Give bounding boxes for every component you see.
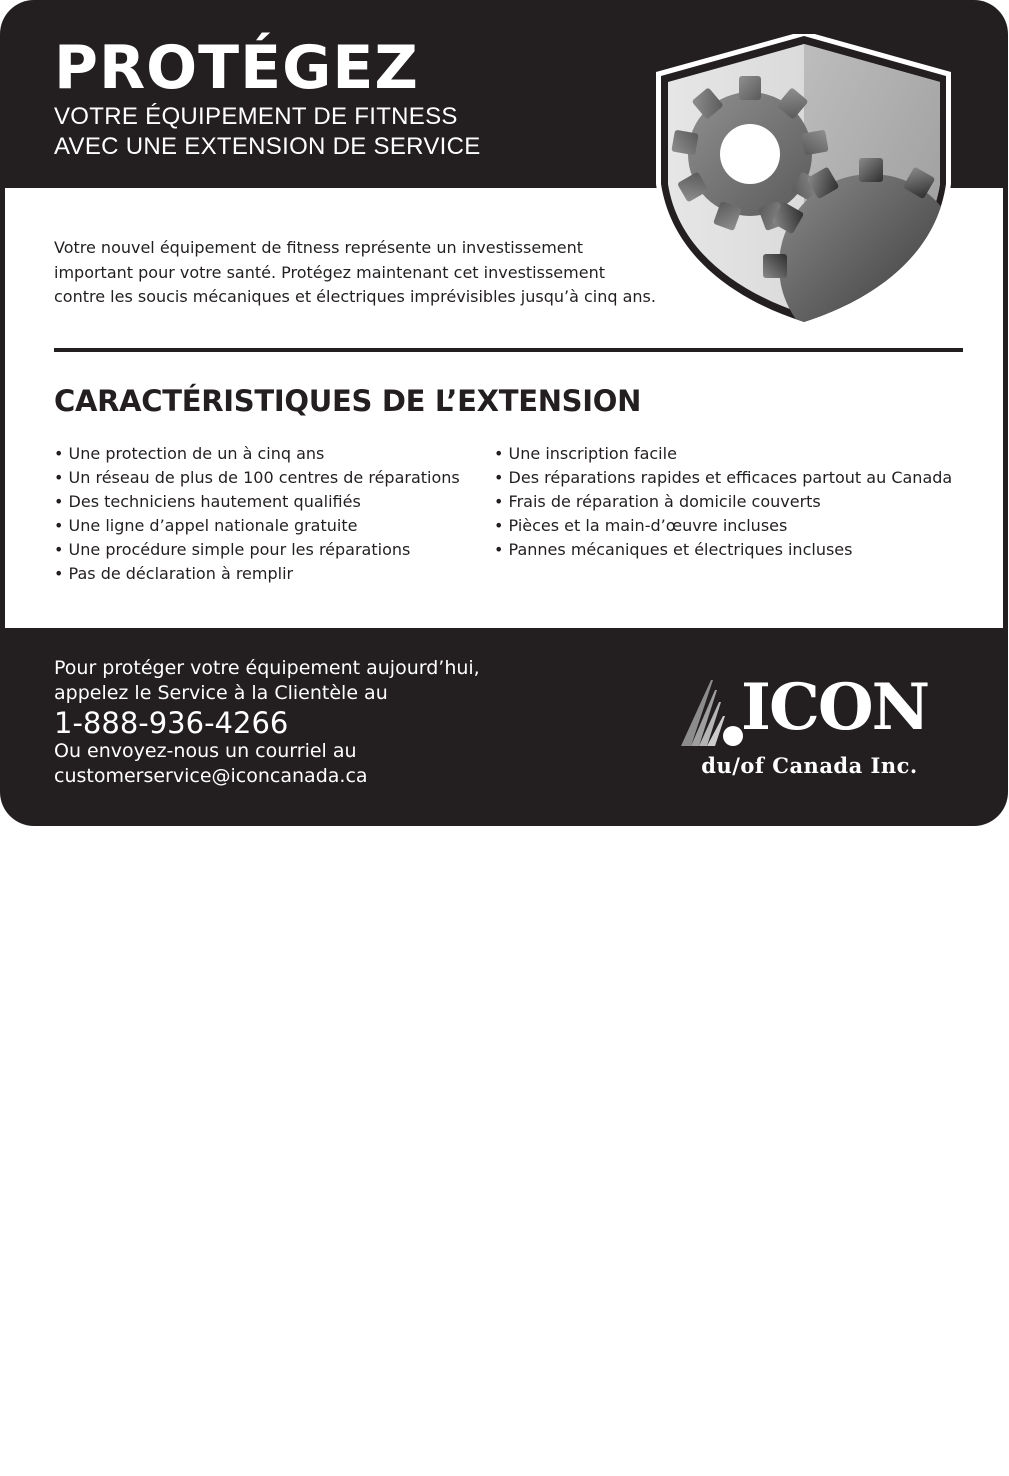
feature-item: • Une protection de un à cinq ans	[54, 442, 460, 466]
feature-item: • Une procédure simple pour les réparations	[54, 538, 460, 562]
divider	[54, 348, 963, 352]
feature-item: • Des techniciens hautement qualifiés	[54, 490, 460, 514]
feature-item: • Pas de déclaration à remplir	[54, 562, 460, 586]
contact-footer	[54, 656, 480, 789]
feature-item: • Une inscription facile	[494, 442, 952, 466]
logo-subtitle: du/of Canada Inc.	[701, 753, 918, 778]
features-list-left	[54, 442, 460, 586]
feature-item: • Une ligne d’appel nationale gratuite	[54, 514, 460, 538]
feature-item: • Frais de réparation à domicile couverts	[494, 490, 952, 514]
icon-canada-logo	[677, 670, 942, 786]
shield-gears-icon	[656, 34, 951, 324]
contact-line-3: Ou envoyez-nous un courriel au	[54, 740, 357, 762]
feature-item: • Des réparations rapides et efficaces partout au Canada	[494, 466, 952, 490]
contact-line-2: appelez le Service à la Clientèle au	[54, 682, 388, 704]
intro-line-1: Votre nouvel équipement de fitness représente un investissement	[54, 238, 584, 257]
subtitle-line-2: AVEC UNE EXTENSION DE SERVICE	[54, 133, 481, 160]
features-list-right	[494, 442, 952, 562]
email-link[interactable]: customerservice@iconcanada.ca	[54, 765, 368, 787]
features-heading: CARACTÉRISTIQUES DE L’EXTENSION	[54, 384, 642, 418]
logo-wordmark: ICON	[741, 670, 929, 745]
intro-line-2: important pour votre santé. Protégez maintenant cet investissement	[54, 262, 605, 282]
feature-item: • Un réseau de plus de 100 centres de réparations	[54, 466, 460, 490]
subtitle-line-1: VOTRE ÉQUIPEMENT DE FITNESS	[54, 103, 458, 130]
feature-item: • Pannes mécaniques et électriques incluses	[494, 538, 952, 562]
page-title: PROTÉGEZ	[54, 33, 419, 103]
header	[54, 34, 481, 162]
phone-number[interactable]: 1-888-936-4266	[54, 706, 289, 740]
intro-line-3: contre les soucis mécaniques et électriques imprévisibles jusqu’à cinq ans.	[54, 287, 656, 306]
icon-speed-lines-icon	[677, 676, 747, 748]
intro-paragraph	[54, 236, 694, 310]
feature-item: • Pièces et la main-d’œuvre incluses	[494, 514, 952, 538]
contact-line-1: Pour protéger votre équipement aujourd’hui,	[54, 657, 480, 679]
